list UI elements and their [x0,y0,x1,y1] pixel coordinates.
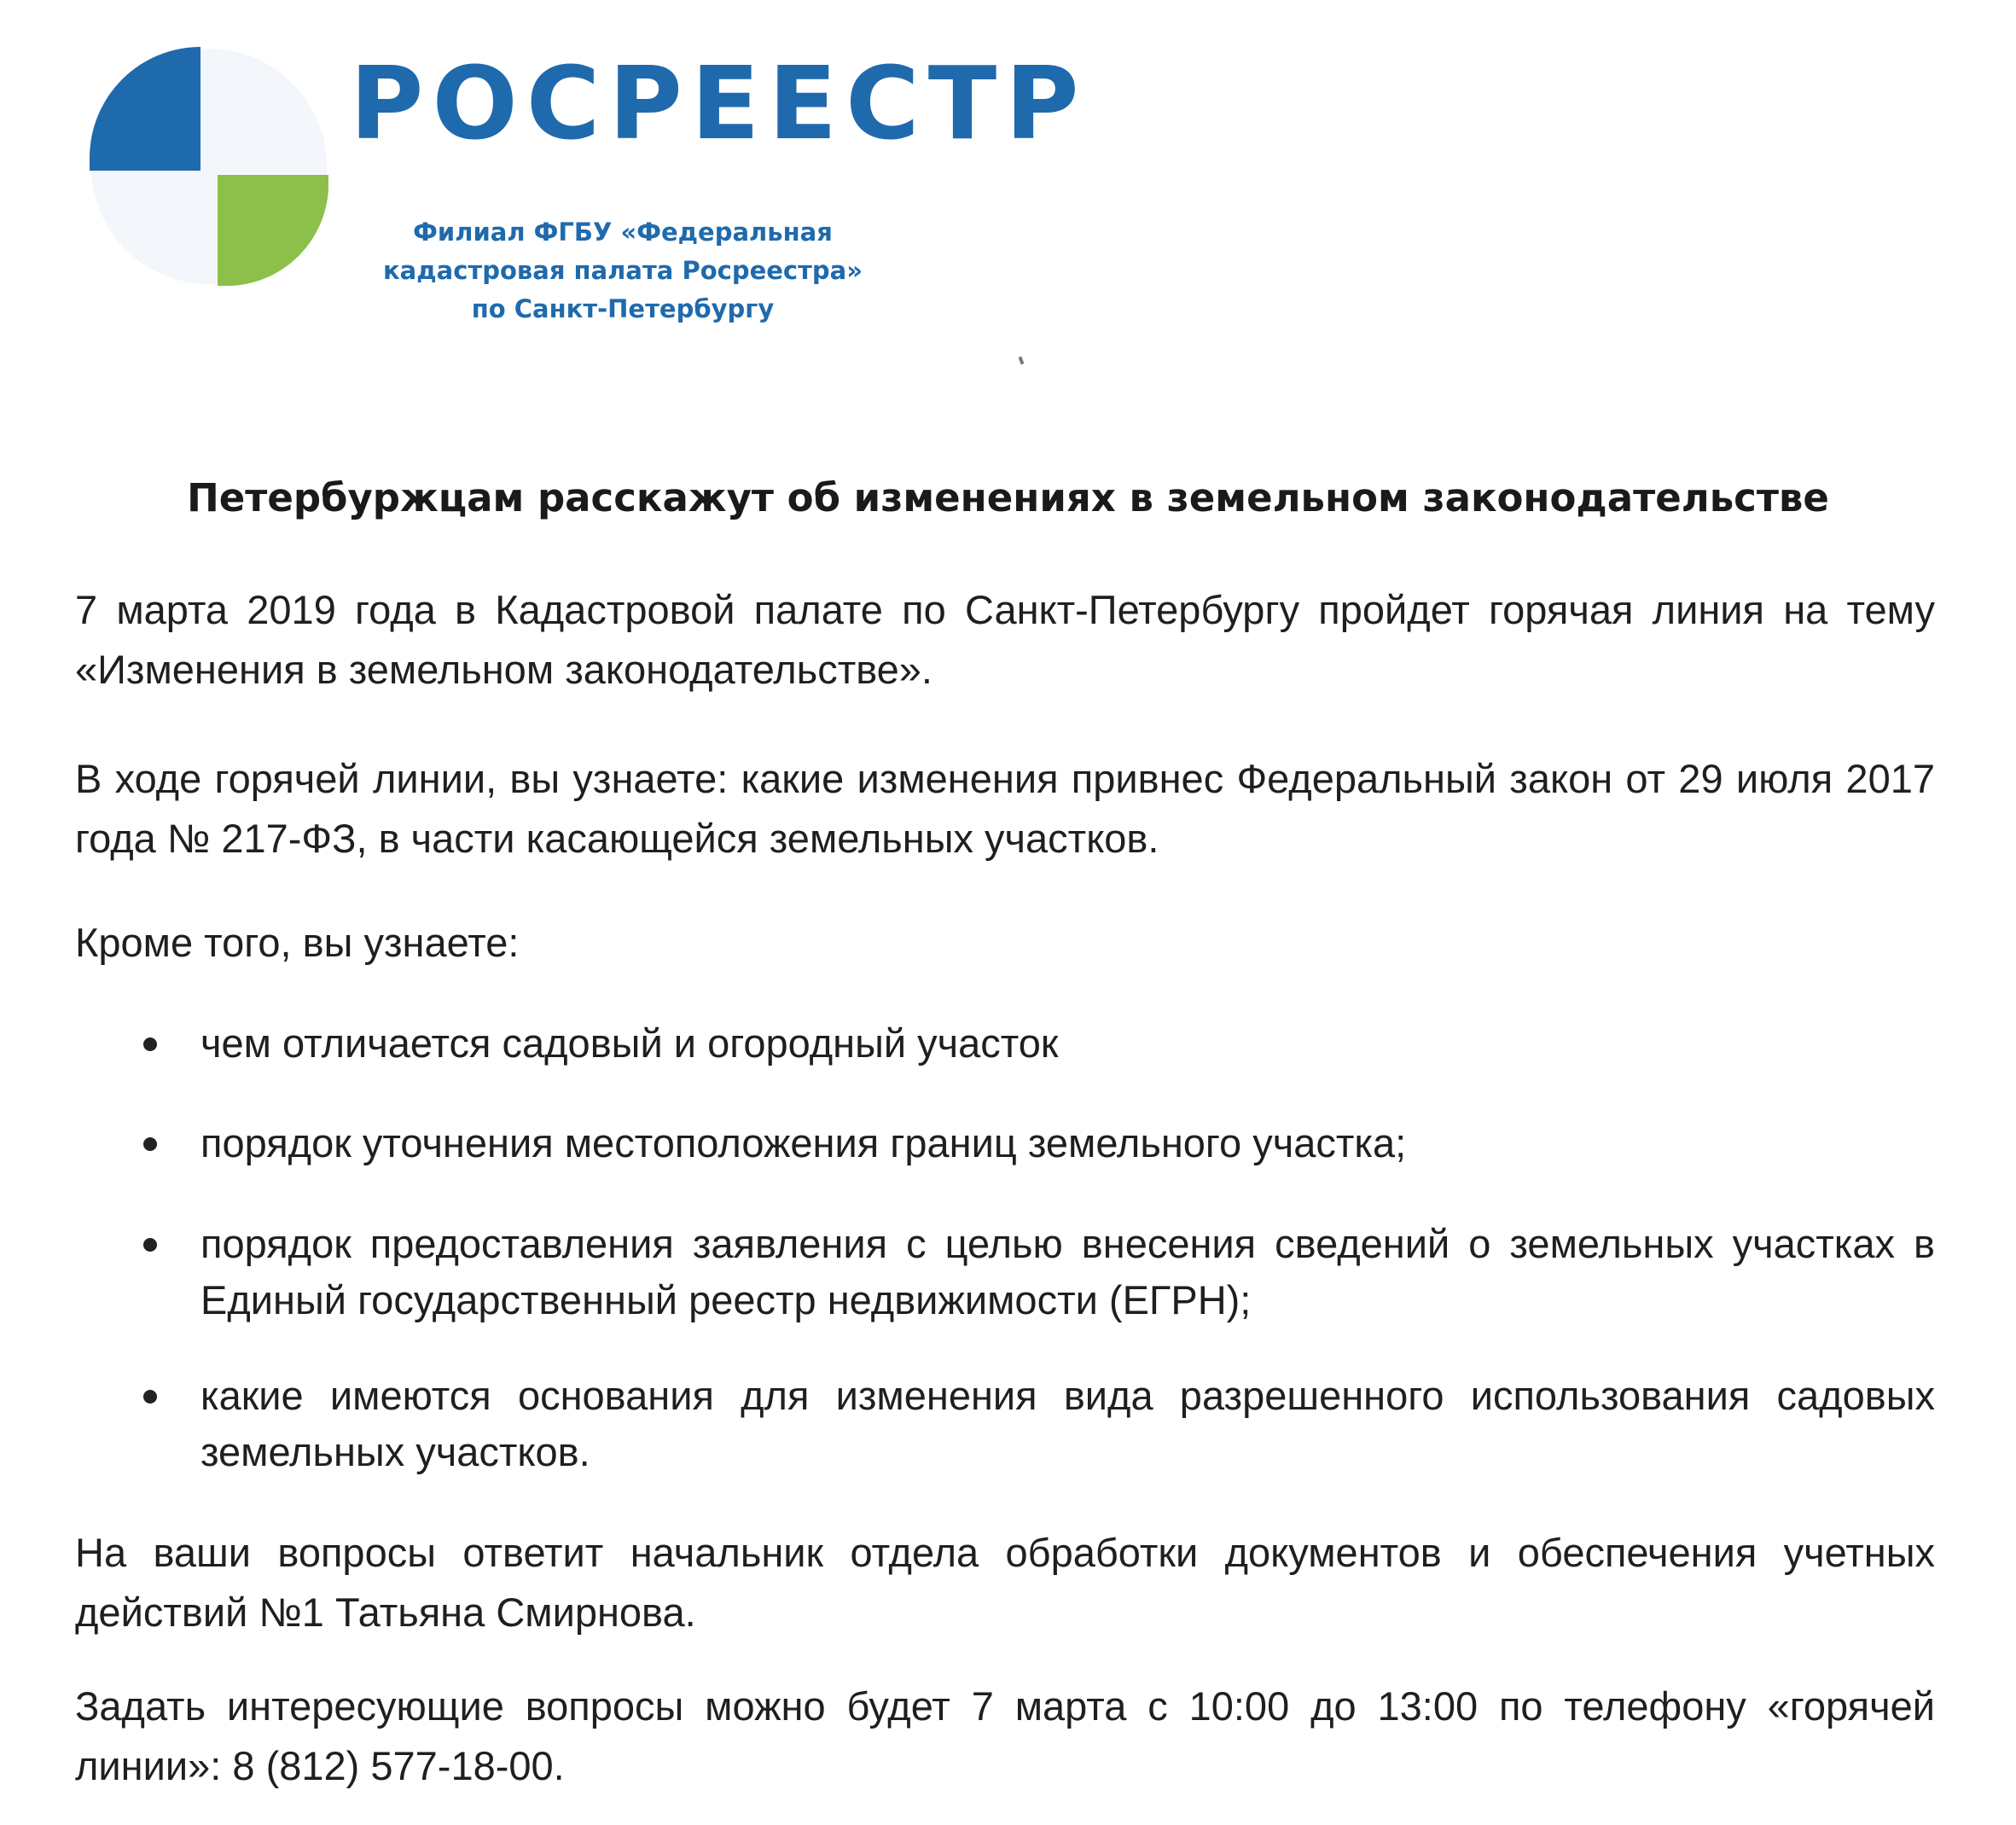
branch-line-1: Филиал ФГБУ «Федеральная [413,218,833,247]
paragraph-announcement: 7 марта 2019 года в Кадастровой палате по Санкт-Петербургу пройдет горячая линия на тему «Изменения в земельном законодательстве». [75,587,1935,692]
list-item-text: чем отличается садовый и огородный участок [200,1020,1059,1066]
branch-line-2: кадастровая палата Росреестра» [383,256,863,285]
brand-name: РОСРЕЕСТР [350,44,1088,162]
paragraph-contact: Задать интересующие вопросы можно будет 7 марта с 10:00 до 13:00 по телефону «горячей линии»: 8 (812) 577-18-00. [75,1683,1935,1788]
bullet-icon [143,1137,157,1151]
rosreestr-logo-icon [81,38,328,286]
paragraph-speaker: На ваши вопросы ответит начальник отдела обработки документов и обеспечения учетных действий №1 Татьяна Смирнова. [75,1530,1935,1635]
paragraph-intro-list: Кроме того, вы узнаете: [75,920,520,965]
paragraph-law: В ходе горячей линии, вы узнаете: какие изменения привнес Федеральный закон от 29 июля 2017 года № 217-ФЗ, в части касающейся земельных участков. [75,756,1935,861]
bullet-icon [143,1390,157,1404]
bullet-icon [143,1238,157,1252]
list-item-text: порядок уточнения местоположения границ земельного участка; [200,1120,1407,1165]
branch-line-3: по Санкт-Петербургу [471,294,775,323]
branch-name [367,213,879,328]
list-item-text: какие имеются основания для изменения вида разрешенного использования садовых земельных участков. [200,1373,1935,1474]
page-title: Петербуржцам расскажут об изменениях в земельном законодательстве [187,475,1829,520]
bullet-icon [143,1037,157,1051]
scan-speck [1019,357,1025,365]
list-item-text: порядок предоставления заявления с целью внесения сведений о земельных участках в Единый государственный реестр недвижимости (ЕГРН); [200,1221,1935,1322]
